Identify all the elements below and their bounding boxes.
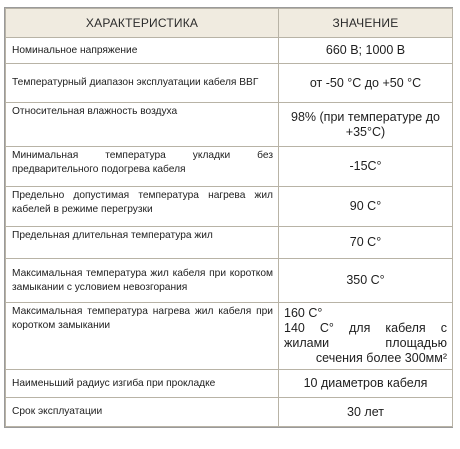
row-label: Максимальная температура жил кабеля при коротком замыкании с условием невозгорания <box>6 259 279 303</box>
row-value: 30 лет <box>279 398 453 427</box>
row-label: Срок эксплуатации <box>6 398 279 427</box>
cable-spec-table <box>5 8 453 427</box>
row-value: 350 С° <box>279 259 453 303</box>
header-characteristic: ХАРАКТЕРИСТИКА <box>6 9 279 38</box>
table-row <box>6 303 453 370</box>
table-row <box>6 147 453 187</box>
row-label: Температурный диапазон эксплуатации кабеля ВВГ <box>6 64 279 103</box>
header-row <box>6 9 453 38</box>
row-label: Максимальная температура нагрева жил кабеля при коротком замыкании <box>6 303 279 370</box>
row-label: Минимальная температура укладки без предварительного подогрева кабеля <box>6 147 279 187</box>
table-row <box>6 103 453 147</box>
value-line: 140 С° для кабеля с <box>284 321 447 335</box>
table-row <box>6 187 453 227</box>
table-row <box>6 259 453 303</box>
row-value: 10 диаметров кабеля <box>279 370 453 398</box>
row-value: 98% (при температуре до +35°С) <box>279 103 453 147</box>
row-value: от -50 °С до +50 °С <box>279 64 453 103</box>
row-label: Предельная длительная температура жил <box>6 227 279 259</box>
value-line: жилами площадью <box>284 336 447 350</box>
header-value: ЗНАЧЕНИЕ <box>279 9 453 38</box>
row-label: Предельно допустимая температура нагрева жил кабелей в режиме перегрузки <box>6 187 279 227</box>
row-value: 90 С° <box>279 187 453 227</box>
row-value: -15С° <box>279 147 453 187</box>
row-label: Относительная влажность воздуха <box>6 103 279 147</box>
row-value: 70 С° <box>279 227 453 259</box>
value-line: 160 С° <box>284 306 323 320</box>
row-value: 660 В; 1000 В <box>279 38 453 64</box>
row-label: Номинальное напряжение <box>6 38 279 64</box>
table-row <box>6 38 453 64</box>
table-row <box>6 370 453 398</box>
table-row <box>6 227 453 259</box>
table-row <box>6 398 453 427</box>
row-label: Наименьший радиус изгиба при прокладке <box>6 370 279 398</box>
spec-table-container <box>4 7 453 428</box>
row-value-multiline <box>279 303 453 370</box>
value-line: сечения более 300мм² <box>315 351 447 365</box>
table-row <box>6 64 453 103</box>
